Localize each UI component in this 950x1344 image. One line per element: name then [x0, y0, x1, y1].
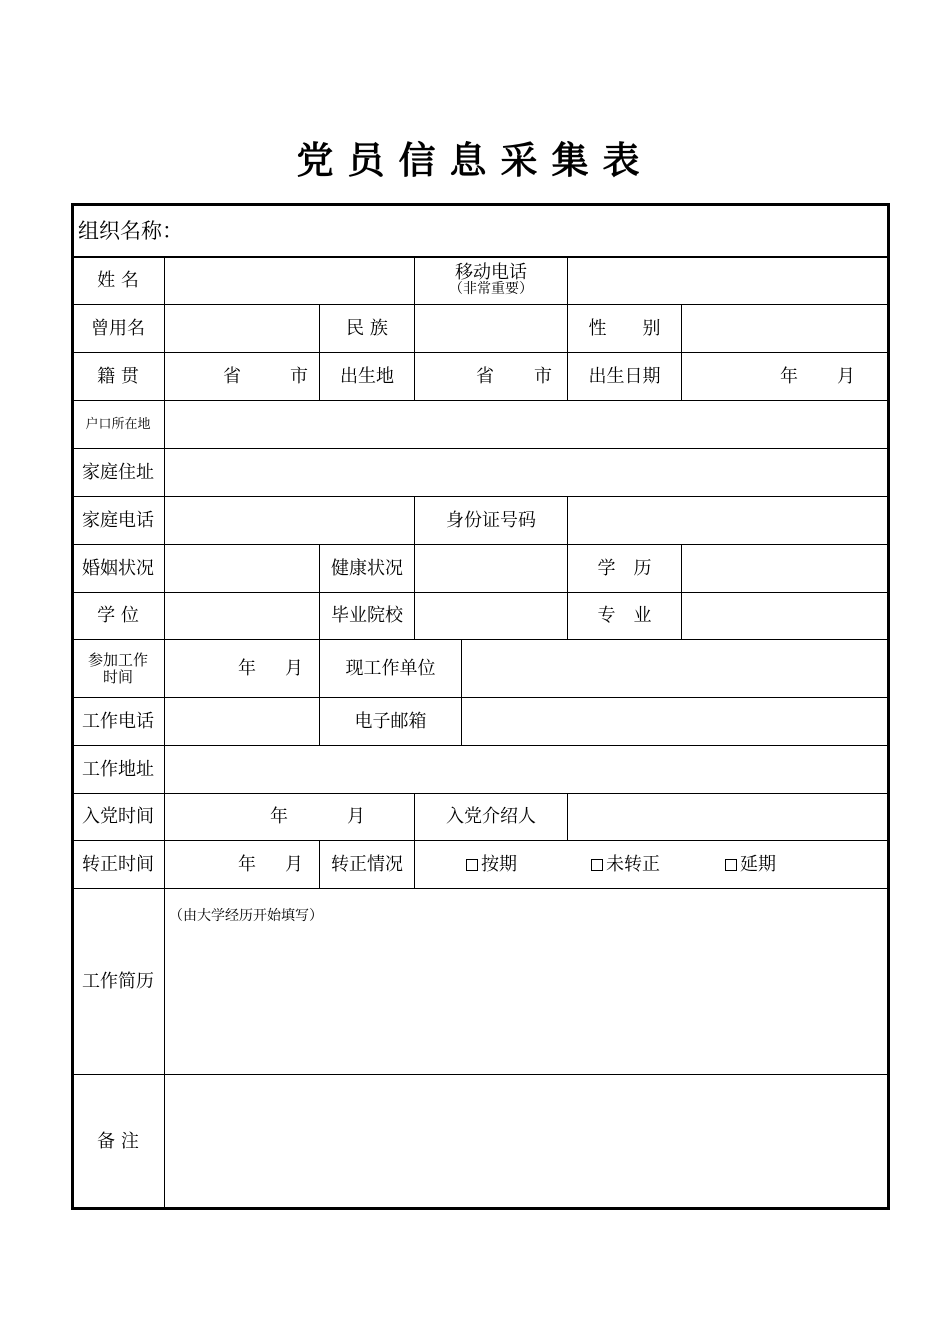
mobile-note: （非常重要） [449, 280, 533, 297]
checkbox-postponed[interactable] [725, 859, 737, 871]
work-phone-label: 工作电话 [82, 710, 154, 732]
page-title: 党员信息采集表 [296, 139, 654, 182]
marital-field[interactable] [165, 545, 319, 592]
confirm-date-label: 转正时间 [82, 853, 154, 875]
org-name-field[interactable] [185, 206, 885, 256]
resume-hint: （由大学经历开始填写） [169, 908, 323, 924]
option-not-confirmed-label: 未转正 [606, 853, 660, 875]
remarks-field[interactable] [165, 1075, 888, 1208]
birthplace-label: 出生地 [340, 365, 394, 387]
work-start-label-line1: 参加工作 [87, 650, 148, 669]
school-label: 毕业院校 [331, 605, 403, 626]
home-address-label: 家庭住址 [82, 461, 154, 483]
hukou-field[interactable] [165, 401, 888, 448]
work-start-label [72, 640, 164, 697]
option-postponed-label: 延期 [740, 853, 776, 875]
health-label: 健康状况 [331, 557, 403, 579]
work-start-label-line2: 时间 [102, 667, 133, 686]
education-label: 学 历 [597, 557, 652, 579]
birth-date-label: 出生日期 [588, 365, 661, 387]
confirm-year-unit: 年 [238, 853, 256, 875]
native-city-unit: 市 [290, 365, 308, 387]
email-field[interactable] [462, 698, 888, 745]
confirm-status-label: 转正情况 [331, 853, 403, 875]
id-number-field[interactable] [568, 497, 888, 544]
marital-label: 婚姻状况 [82, 557, 154, 579]
row-divider [72, 888, 889, 889]
former-name-label: 曾用名 [91, 317, 145, 339]
introducer-field[interactable] [568, 794, 888, 840]
checkbox-not-confirmed[interactable] [591, 859, 603, 871]
home-phone-label: 家庭电话 [82, 509, 154, 531]
major-label: 专 业 [597, 605, 652, 626]
option-on-time[interactable] [466, 841, 546, 888]
org-name-label: 组织名称： [78, 219, 183, 243]
introducer-label: 入党介绍人 [446, 806, 536, 827]
education-field[interactable] [682, 545, 888, 592]
home-phone-field[interactable] [165, 497, 414, 544]
id-number-label: 身份证号码 [446, 509, 536, 531]
birth-month-unit: 月 [837, 365, 855, 387]
mobile-field[interactable] [568, 257, 888, 304]
checkbox-on-time[interactable] [466, 859, 478, 871]
mobile-label-text: 移动电话 [455, 261, 527, 283]
birth-province-unit: 省 [476, 365, 494, 387]
confirm-month-unit: 月 [285, 853, 303, 875]
resume-field[interactable] [165, 930, 888, 1074]
home-address-field[interactable] [165, 449, 888, 496]
join-date-label: 入党时间 [82, 806, 154, 827]
work-address-label: 工作地址 [82, 758, 154, 780]
join-year-unit: 年 [270, 806, 288, 827]
option-postponed[interactable] [725, 841, 805, 888]
employer-field[interactable] [462, 640, 888, 697]
birth-year-unit: 年 [780, 365, 798, 387]
gender-field[interactable] [682, 305, 888, 352]
birth-city-unit: 市 [534, 365, 552, 387]
work-start-year-unit: 年 [238, 657, 256, 679]
work-phone-field[interactable] [165, 698, 319, 745]
col-divider [414, 841, 415, 889]
hukou-label: 户口所在地 [85, 416, 151, 432]
major-field[interactable] [682, 593, 888, 639]
former-name-field[interactable] [165, 305, 319, 352]
ethnicity-label: 民 族 [346, 317, 388, 339]
work-start-month-unit: 月 [285, 657, 303, 679]
option-on-time-label: 按期 [481, 853, 517, 875]
work-address-field[interactable] [165, 746, 888, 793]
degree-field[interactable] [165, 593, 319, 639]
school-field[interactable] [415, 593, 567, 639]
employer-label: 现工作单位 [345, 657, 436, 679]
native-place-label: 籍 贯 [97, 365, 139, 387]
native-province-unit: 省 [223, 365, 241, 387]
email-label: 电子邮箱 [354, 710, 427, 732]
ethnicity-field[interactable] [415, 305, 567, 352]
name-label: 姓 名 [97, 269, 139, 291]
join-month-unit: 月 [347, 806, 365, 827]
mobile-label [415, 257, 567, 304]
remarks-label: 备 注 [97, 1130, 139, 1152]
degree-label: 学 位 [97, 605, 139, 626]
health-field[interactable] [415, 545, 567, 592]
name-field[interactable] [165, 257, 414, 304]
gender-label: 性 别 [588, 317, 661, 339]
option-not-confirmed[interactable] [591, 841, 681, 888]
resume-label: 工作简历 [82, 970, 154, 992]
